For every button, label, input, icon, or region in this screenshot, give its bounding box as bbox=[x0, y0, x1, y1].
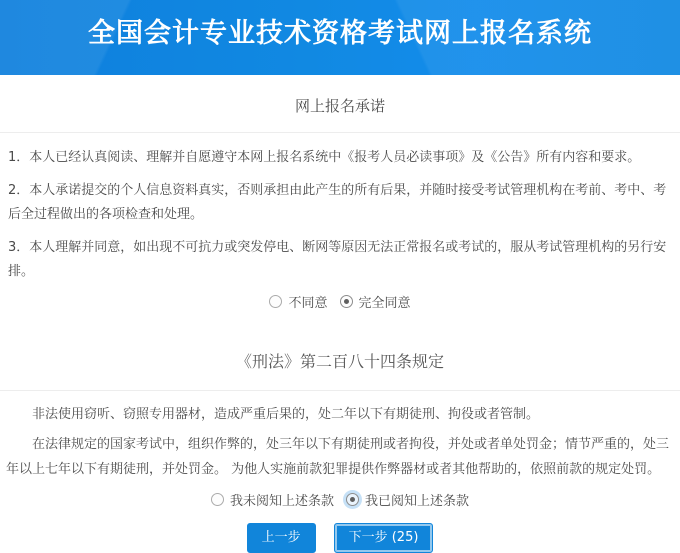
radio-read-label[interactable]: 我已阅知上述条款 bbox=[365, 494, 470, 509]
commitment-paragraph-3: 3．本人理解并同意，如出现不可抗力或突发停电、断网等原因无法正常报名或考试的，服从考试管理机构的另行安排。 bbox=[8, 240, 667, 279]
radio-checked-focused-icon[interactable] bbox=[346, 493, 359, 506]
radio-unchecked-icon[interactable] bbox=[269, 295, 282, 308]
read-confirm-radio-group bbox=[0, 490, 680, 509]
radio-checked-icon[interactable] bbox=[340, 295, 353, 308]
commitment-heading: 网上报名承诺 bbox=[294, 97, 385, 115]
commitment-section-header bbox=[0, 75, 680, 133]
law-heading: 《刑法》第二百八十四条规定 bbox=[235, 352, 444, 371]
previous-step-button[interactable]: 上一步 bbox=[247, 523, 316, 553]
radio-option-disagree[interactable] bbox=[269, 292, 327, 311]
next-step-button[interactable]: 下一步 (25) bbox=[334, 523, 434, 553]
commitment-paragraph-1: 1．本人已经认真阅读、理解并自愿遵守本网上报名系统中《报考人员必读事项》及《公告》所有内容和要求。 bbox=[8, 150, 641, 165]
radio-disagree-label[interactable]: 不同意 bbox=[288, 296, 328, 311]
law-paragraphs bbox=[0, 391, 680, 482]
page-title: 全国会计专业技术资格考试网上报名系统 bbox=[88, 18, 592, 49]
navigation-buttons bbox=[0, 523, 680, 553]
radio-not-read-label[interactable]: 我未阅知上述条款 bbox=[229, 494, 334, 509]
radio-unchecked-icon[interactable] bbox=[211, 493, 224, 506]
law-paragraph-1: 非法使用窃听、窃照专用器材，造成严重后果的，处二年以下有期徒刑、拘役或者管制。 bbox=[32, 407, 540, 422]
radio-option-not-read[interactable] bbox=[211, 490, 334, 509]
agreement-radio-group bbox=[0, 292, 680, 311]
law-section-header bbox=[0, 325, 680, 391]
commitment-paragraphs bbox=[0, 133, 680, 284]
radio-option-read[interactable] bbox=[346, 490, 469, 509]
radio-option-agree[interactable] bbox=[340, 292, 411, 311]
app-header bbox=[0, 0, 680, 75]
law-paragraph-2: 在法律规定的国家考试中，组织作弊的，处三年以下有期徒刑或者拘役，并处或者单处罚金；情节严重的，处三年以上七年以下有期徒刑，并处罚金。 为他人实施前款犯罪提供作弊器材或者其他帮助的，依照前款的规定处罚。 bbox=[6, 437, 670, 477]
commitment-paragraph-2: 2．本人承诺提交的个人信息资料真实，否则承担由此产生的所有后果，并随时接受考试管理机构在考前、考中、考后全过程做出的各项检查和处理。 bbox=[8, 183, 667, 222]
radio-agree-label[interactable]: 完全同意 bbox=[358, 296, 411, 311]
